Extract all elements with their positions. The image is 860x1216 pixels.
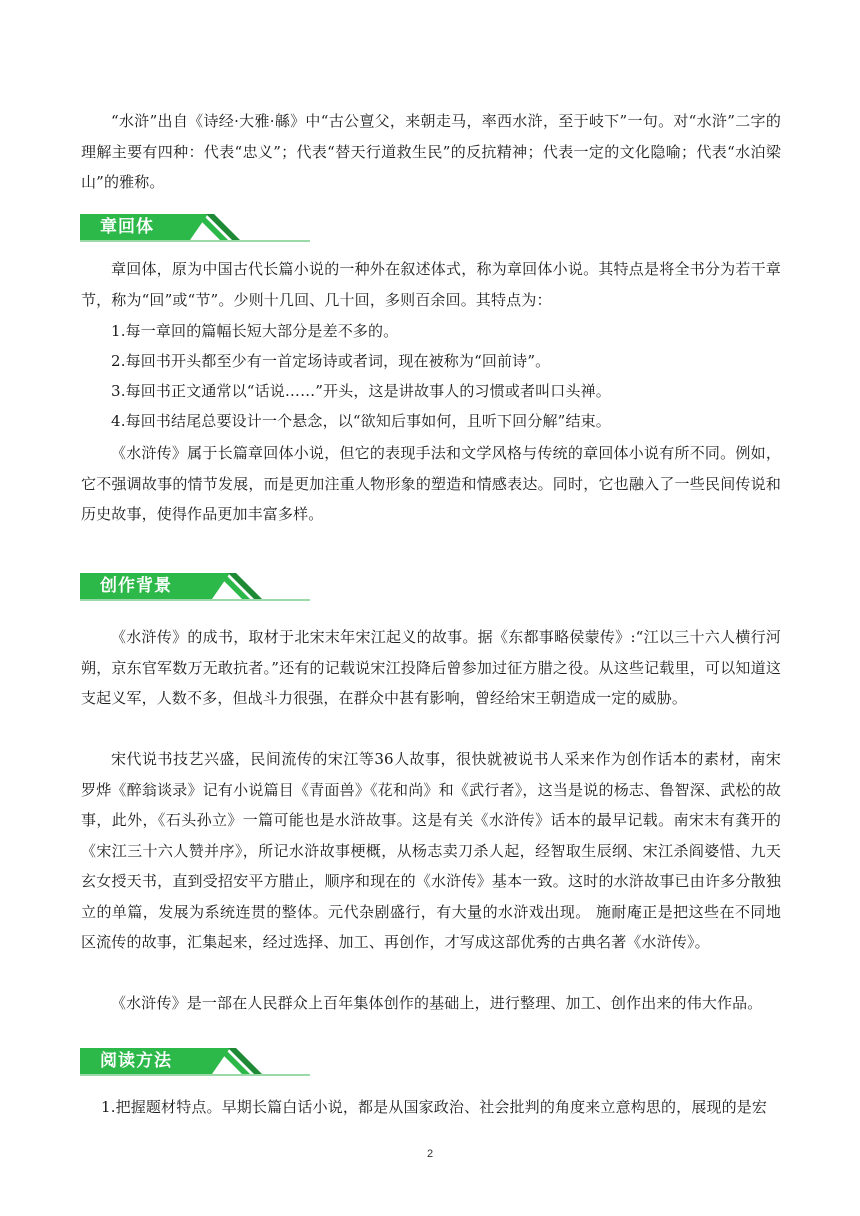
zhanghui-summary-paragraph: 《水浒传》属于长篇章回体小说，但它的表现手法和文学风格与传统的章回体小说有所不同。例如，它不强调故事的情节发展，而是更加注重人物形象的塑造和情感表达。同时，它也融入了一些民间传说和历史故事，使得作品更加丰富多样。 [81,444,781,523]
background-paragraph-2: 宋代说书技艺兴盛，民间流传的宋江等36人故事，很快就被说书人采来作为创作话本的素材，南宋罗烨《醉翁谈录》记有小说篇目《青面兽》《花和尚》和《武行者》，这当是说的杨志、鲁智深、武松的故事，此外，《石头孙立》一篇可能也是水浒故事。这是有关《水浒传》话本的最早记载。南宋末有龚开的《宋江三十六人赞并序》，所记水浒故事梗概，从杨志卖刀杀人起，经智取生辰纲、宋江杀阎婆惜、九天玄女授天书，直到受招安平方腊止，顺序和现在的《水浒传》基本一致。这时的水浒故事已由许多分散独立的单篇，发展为系统连贯的整体。元代杂剧盛行，有大量的水浒戏出现。 施耐庵正是把这些在不同地区流传的故事，汇集起来，经过选择、加工、再创作，才写成这部优秀的古典名著《水浒传》。 [81,750,781,951]
heading-label: 阅读方法 [100,1051,172,1071]
heading-label: 创作背景 [100,576,172,596]
list-item: 3.每回书正文通常以“话说……”开头，这是讲故事人的习惯或者叫口头禅。 [111,382,611,400]
list-item: 2.每回书开头都至少有一首定场诗或者词，现在被称为“回前诗”。 [111,352,551,370]
heading-label: 章回体 [100,217,154,237]
background-paragraph-1: 《水浒传》的成书，取材于北宋末年宋江起义的故事。据《东都事略侯蒙传》:“江以三十六人横行河朔，京东官军数万无敢抗者。”还有的记载说宋江投降后曾参加过征方腊之役。从这些记载里，可以知道这支起义军，人数不多，但战斗力很强，在群众中甚有影响，曾经给宋王朝造成一定的威胁。 [81,628,781,707]
background-paragraph-3: 《水浒传》是一部在人民群众上百年集体创作的基础上，进行整理、加工、创作出来的伟大作品。 [111,994,763,1012]
list-item: 4.每回书结尾总要设计一个悬念，以“欲知后事如何，且听下回分解”结束。 [111,412,611,430]
zhanghui-intro-paragraph: 章回体，原为中国古代长篇小说的一种外在叙述体式，称为章回体小说。其特点是将全书分为若干章节，称为“回”或“节”。少则十几回、几十回，多则百余回。其特点为： [81,260,781,309]
list-item: 1.每一章回的篇幅长短大部分是差不多的。 [111,322,399,340]
intro-paragraph: “水浒”出自《诗经·大雅·緜》中“古公亶父，来朝走马，率西水浒，至于岐下”一句。对“水浒”二字的理解主要有四种：代表“忠义”；代表“替天行道救生民”的反抗精神；代表一定的文化隐喻；代表“水泊梁山”的雅称。 [81,112,781,191]
method-paragraph-1: 1.把握题材特点。早期长篇白话小说，都是从国家政治、社会批判的角度来立意构思的，展现的是宏 [101,1098,768,1116]
page-number: 2 [426,1148,434,1160]
section-heading-background [80,573,310,603]
section-heading-zhanghui [80,214,310,244]
section-heading-method [80,1048,310,1078]
